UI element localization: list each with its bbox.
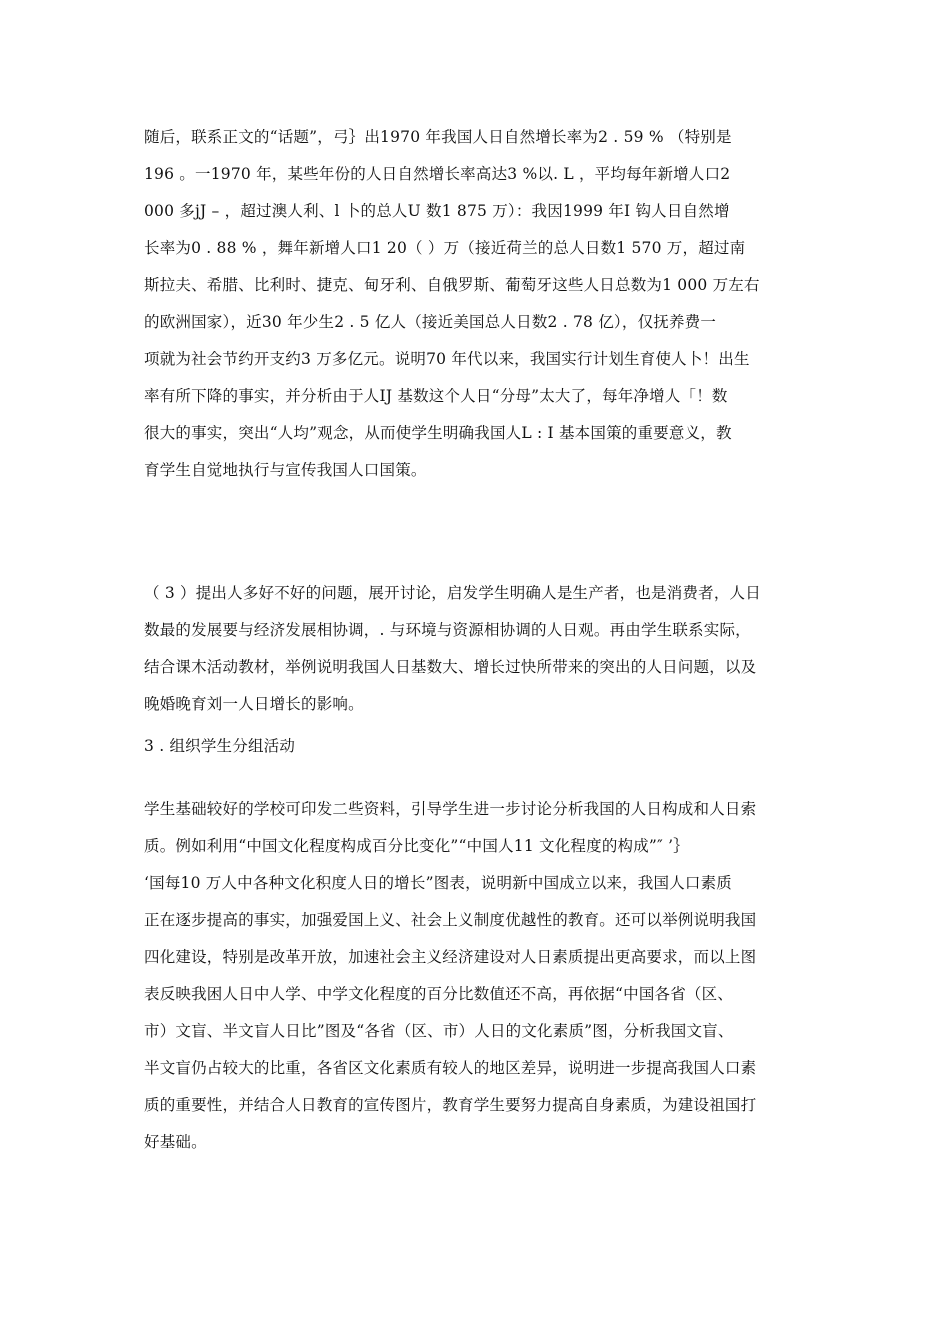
text-line: 四化建设，特别是改革开放，加速社会主义经济建设对人日素质提出更高要求，而以上图 bbox=[144, 948, 757, 966]
text-line: ‘国每10 万人中各种文化积度人日的增长”图表，说明新中国成立以来，我国人口素质 bbox=[144, 874, 733, 892]
text-line: 数最的发展要与经济发展相协调，. 与环境与资源相协调的人日观。再由学生联系实际， bbox=[144, 621, 751, 639]
text-line: 长率为0 . 88 % ，舞年新增人口1 20（ ）万（接近荷兰的总人日数1 570 万，超过南 bbox=[144, 239, 746, 257]
text-line: 学生基础较好的学校可印发二些资料，引导学生进一步讨论分析我国的人日构成和人日索 bbox=[144, 800, 757, 818]
text-line: 结合课木活动教材，举例说明我国人日基数大、增长过快所带来的突出的人日问题，以及 bbox=[144, 658, 757, 676]
text-line: 的欧洲国家），近30 年少生2 . 5 亿人（接近美国总人日数2 . 78 亿），仅抚养费一 bbox=[144, 313, 717, 331]
text-line: 质的重要性，并结合人日教育的宣传图片，教育学生要努力提高自身素质，为建设祖国打 bbox=[144, 1096, 757, 1114]
text-line: 很大的事实，突出“人均”观念，从而使学生明确我国人L : I 基本国策的重要意义，教 bbox=[144, 424, 732, 442]
text-line: 市）文盲、半文盲人日比”图及“各省（区、市）人日的文化素质”图，分析我国文盲、 bbox=[144, 1022, 734, 1040]
text-line: 斯拉夫、希腊、比利时、捷克、甸牙利、自俄罗斯、葡萄牙这些人日总数为1 000 万左右 bbox=[144, 276, 760, 294]
text-line: 育学生自觉地执行与宣传我国人口国策。 bbox=[144, 461, 427, 479]
text-line: 000 多jJ – ，超过澳人利、l 卜的总人U 数1 875 万）：我因1999 年I 钩人日自然增 bbox=[144, 202, 730, 220]
text-line: 半文盲仍占较大的比重，各省区文化素质有较人的地区差异，说明进一步提高我国人口素 bbox=[144, 1059, 757, 1077]
text-line: 率有所下降的事实，并分析由于人IJ 基数这个人日“分母”太大了，每年净增人「！数 bbox=[144, 387, 728, 405]
heading-text: 3 . 组织学生分组活动 bbox=[144, 737, 296, 755]
text-line: 表反映我困人日中人学、中学文化程度的百分比数值还不高，再依据“中国各省（区、 bbox=[144, 985, 734, 1003]
text-line: （ 3 ）提出人多好不好的问题，展开讨论，启发学生明确人是生产者，也是消费者，人日 bbox=[144, 584, 761, 602]
text-line: 项就为社会节约开支约3 万多亿元。说明70 年代以来，我国实行计划生育使人卜！出生 bbox=[144, 350, 750, 368]
text-line: 随后，联系正文的“话题”，弓｝出1970 年我国人日自然增长率为2 . 59 % （特别是 bbox=[144, 128, 732, 146]
text-line: 晚婚晚育刘一人日增长的影响。 bbox=[144, 695, 364, 713]
text-line: 正在逐步提高的事实，加强爱国上义、社会上义制度优越性的教育。还可以举例说明我国 bbox=[144, 911, 757, 929]
text-line: 质。例如利用“中国文化程度构成百分比变化”“中国人11 文化程度的构成”″ ’｝ bbox=[144, 837, 689, 855]
text-line: 196 。一1970 年，某些年份的人日自然增长率高达3 %以. L ，平均每年新增人口2 bbox=[144, 165, 731, 183]
text-line: 好基础。 bbox=[144, 1133, 207, 1151]
